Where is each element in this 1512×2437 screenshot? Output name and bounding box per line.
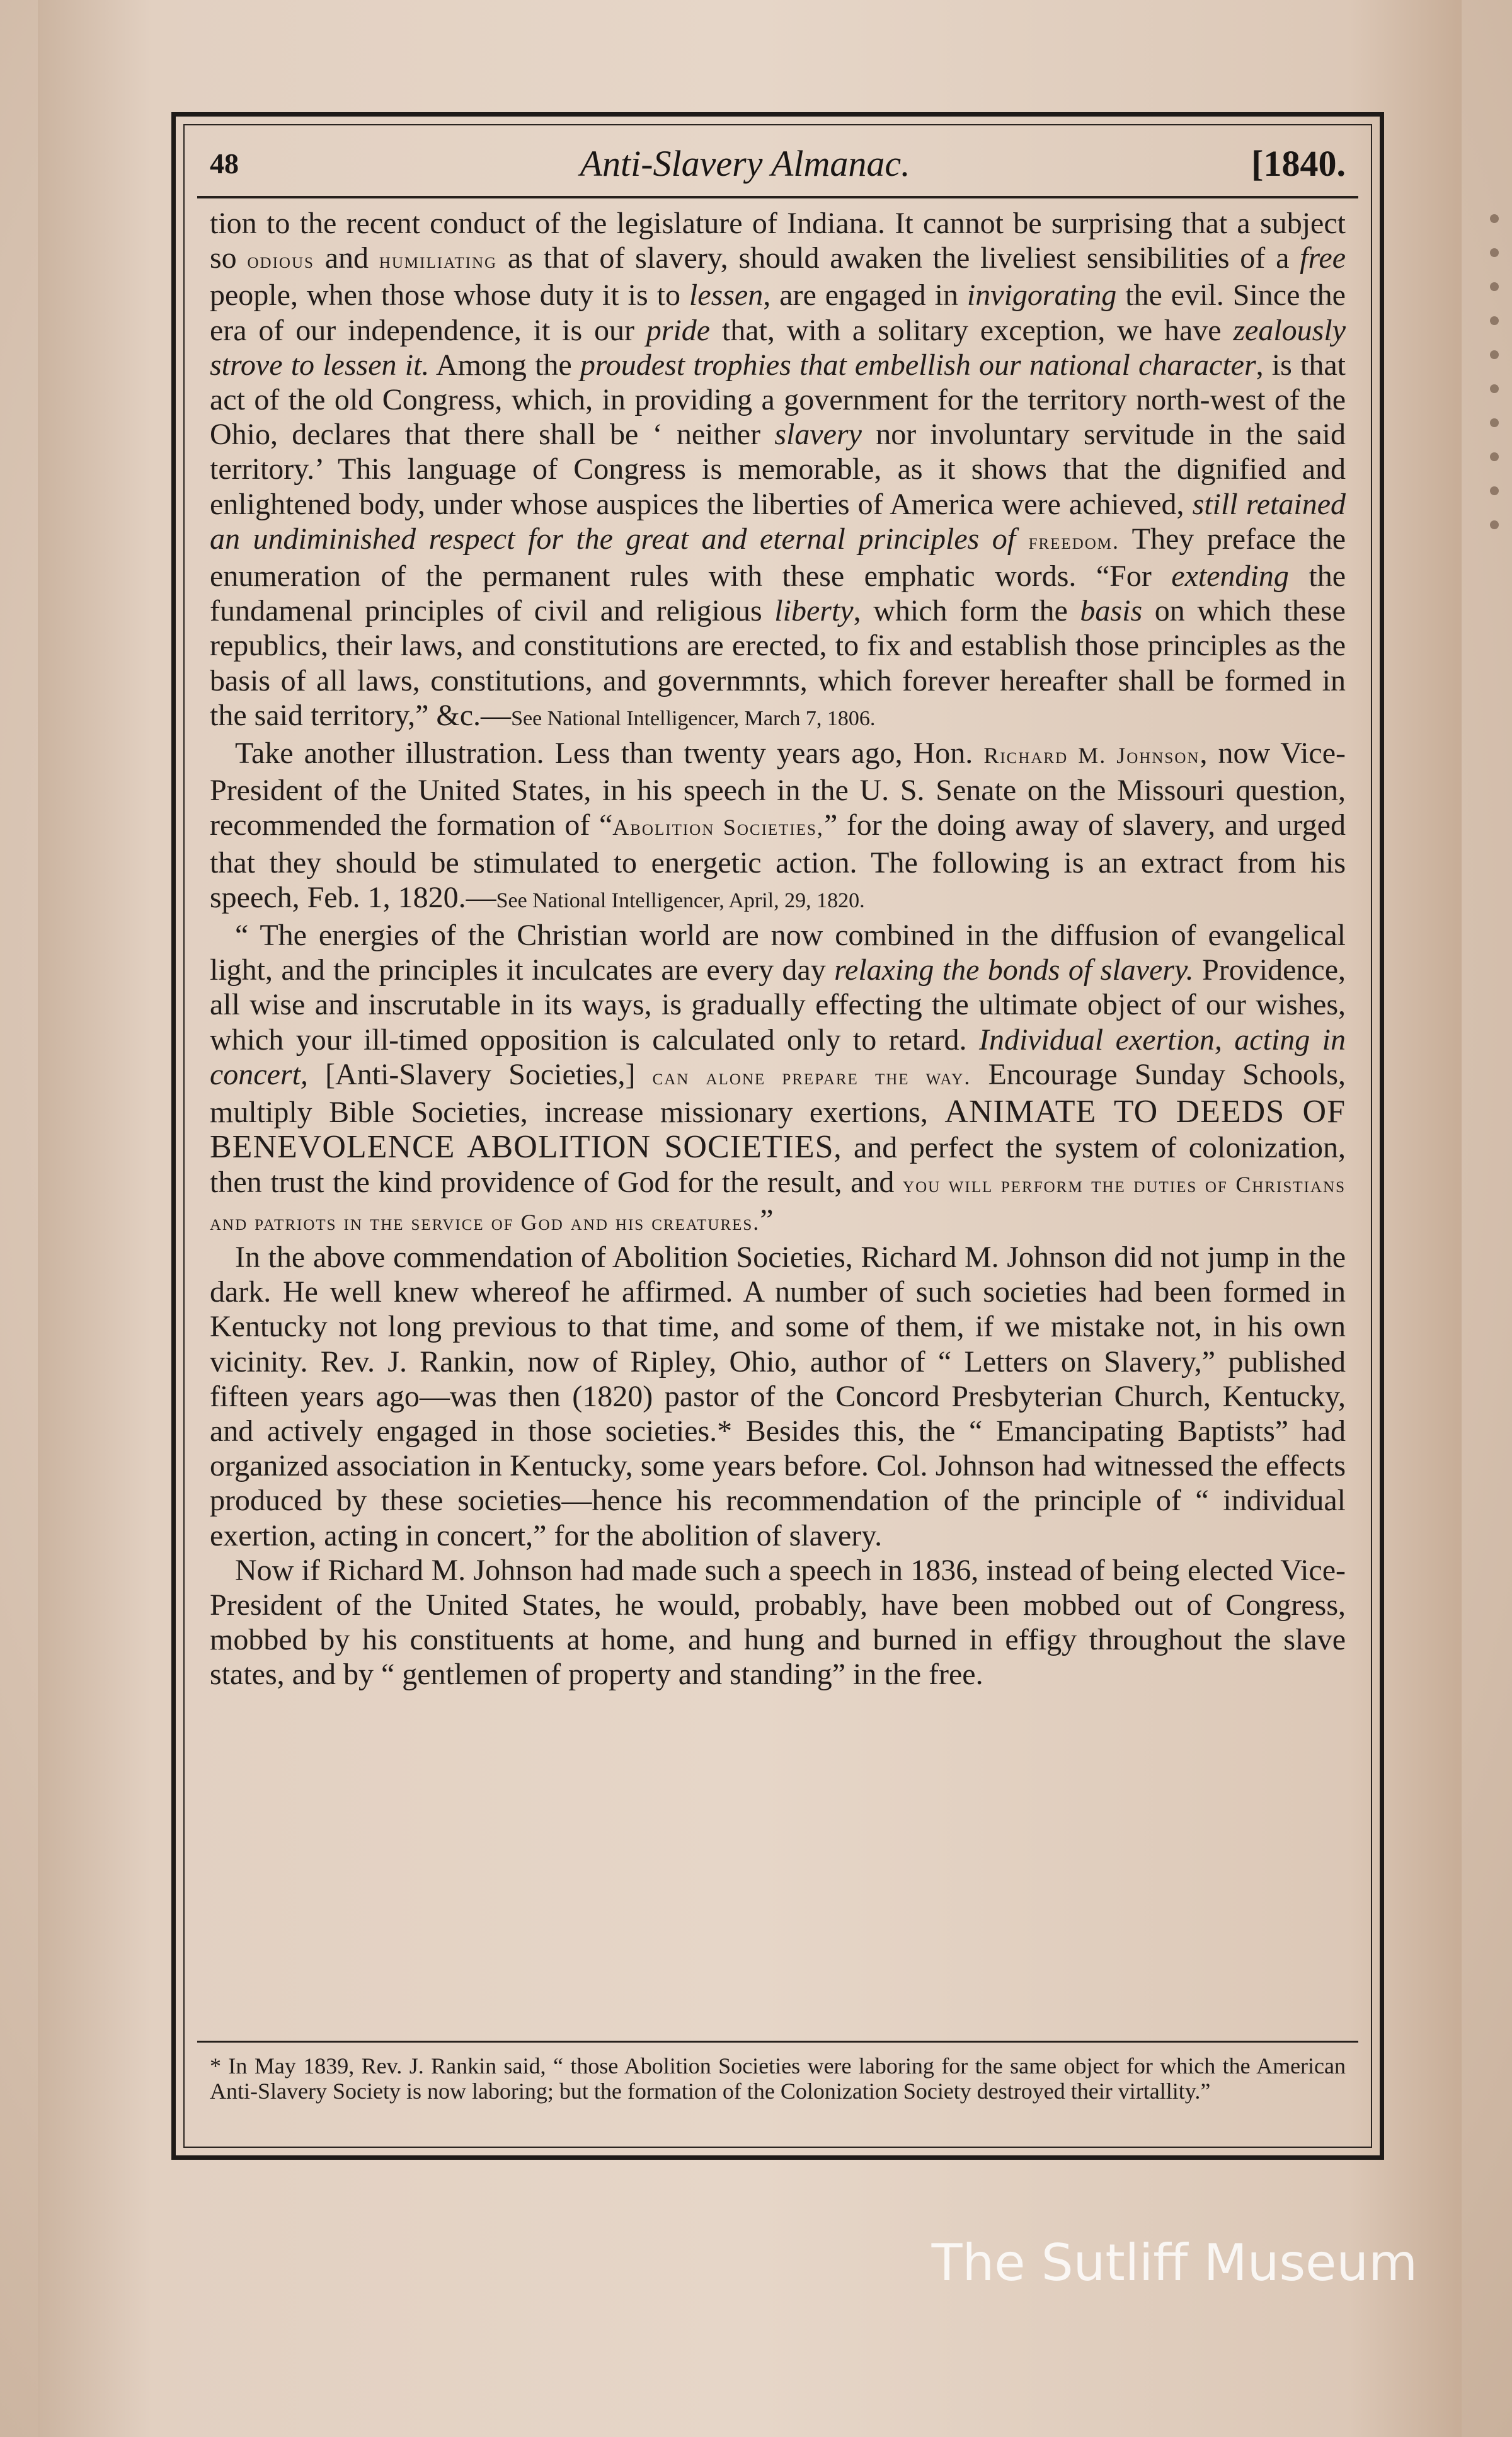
page-frame-inner — [183, 124, 1372, 2148]
binding-holes — [1482, 189, 1507, 1197]
running-header — [210, 138, 1346, 188]
paragraph-2: Take another illustration. Less than twenty years ago, Hon. Richard M. Johnson, now Vice-President of the United States, in his speech in the U. S. Senate on the Missouri question, recommended the formation of “Abolition Societies,” for the doing away of slavery, and urged that they should be stimulated to energetic action. The following is an extract from his speech, Feb. 1, 1820.—See National Intelligencer, April, 29, 1820. — [210, 737, 1346, 914]
footnote: * In May 1839, Rev. J. Rankin said, “ those Abolition Societies were laboring for the same object for which the American Anti-Slavery Society is now laboring; but the formation of the Colonization Society destroyed their virtallity.” — [210, 2053, 1346, 2104]
paragraph-3-quotation: “ The energies of the Christian world are now combined in the diffusion of evangelical light, and the principles it inculcates are every day relaxing the bonds of slavery. Providence, all wise and inscrutable in its ways, is gradually effecting the ultimate object of our wishes, which your ill-timed opposition is calculated only to retard. Individual exertion, acting in concert, [Anti-Slavery Societies,] can alone prepare the way. Encourage Sunday Schools, multiply Bible Societies, increase missionary exertions, ANIMATE TO DEEDS OF BENEVOLENCE ABOLITION SOCIETIES, and perfect the system of colonization, then trust the kind providence of God for the result, and you will perform the duties of Christians and patriots in the service of God and his creatures.” — [210, 919, 1346, 1237]
header-rule — [197, 196, 1358, 198]
year: [1840. — [1251, 142, 1346, 184]
museum-watermark: The Sutliff Museum — [931, 2233, 1418, 2292]
paragraph-4: In the above commendation of Abolition Societies, Richard M. Johnson did not jump in the dark. He well knew whereof he affirmed. A number of such societies had been formed in Kentucky not long previous to that time, and some of them, if we mistake not, in his own vicinity. Rev. J. Rankin, now of Ripley, Ohio, author of “ Letters on Slavery,” published fifteen years ago—was then (1820) pastor of the Concord Presbyterian Church, Kentucky, and actively engaged in those societies.* Besides this, the “ Emancipating Baptists” had organized association in Kentucky, some years before. Col. Johnson had witnessed the effects produced by these societies—hence his recommendation of the principle of “ individual exertion, acting in concert,” for the abolition of slavery. — [210, 1240, 1346, 1552]
paragraph-1: tion to the recent conduct of the legislature of Indiana. It cannot be surprising that a subject so odious and humiliating as that of slavery, should awaken the liveliest sensibilities of a free people, when those whose duty it is to lessen, are engaged in invigorating the evil. Since the era of our independence, it is our pride that, with a solitary exception, we have zealously strove to lessen it. Among the proudest trophies that embellish our national character, is that act of the old Congress, which, in providing a government for the territory north-west of the Ohio, declares that there shall be ‘ neither slavery nor involuntary servitude in the said territory.’ This language of Congress is memorable, as it shows that the dignified and enlightened body, under whose auspices the liberties of America were achieved, still retained an undiminished respect for the great and eternal principles of freedom. They preface the enumeration of the permanent rules with these emphatic words. “For extending the fundamenal principles of civil and religious liberty, which form the basis on which these republics, their laws, and constitutions are erected, to fix and establish those principles as the basis of all laws, constitutions, and governmnts, which forever hereafter shall be formed in the said territory,” &c.—See National Intelligencer, March 7, 1806. — [210, 207, 1346, 732]
page-frame — [171, 112, 1384, 2160]
footnote-rule — [197, 2041, 1358, 2043]
paragraph-5: Now if Richard M. Johnson had made such a speech in 1836, instead of being elected Vice-President of the United States, he would, probably, have been mobbed out of Congress, mobbed by his constituents at home, and hung and burned in effigy throughout the slave states, and by “ gentlemen of property and standing” in the free. — [210, 1553, 1346, 1692]
body-text — [210, 206, 1346, 1692]
page-number: 48 — [210, 147, 239, 180]
running-title: Anti-Slavery Almanac. — [580, 142, 910, 184]
